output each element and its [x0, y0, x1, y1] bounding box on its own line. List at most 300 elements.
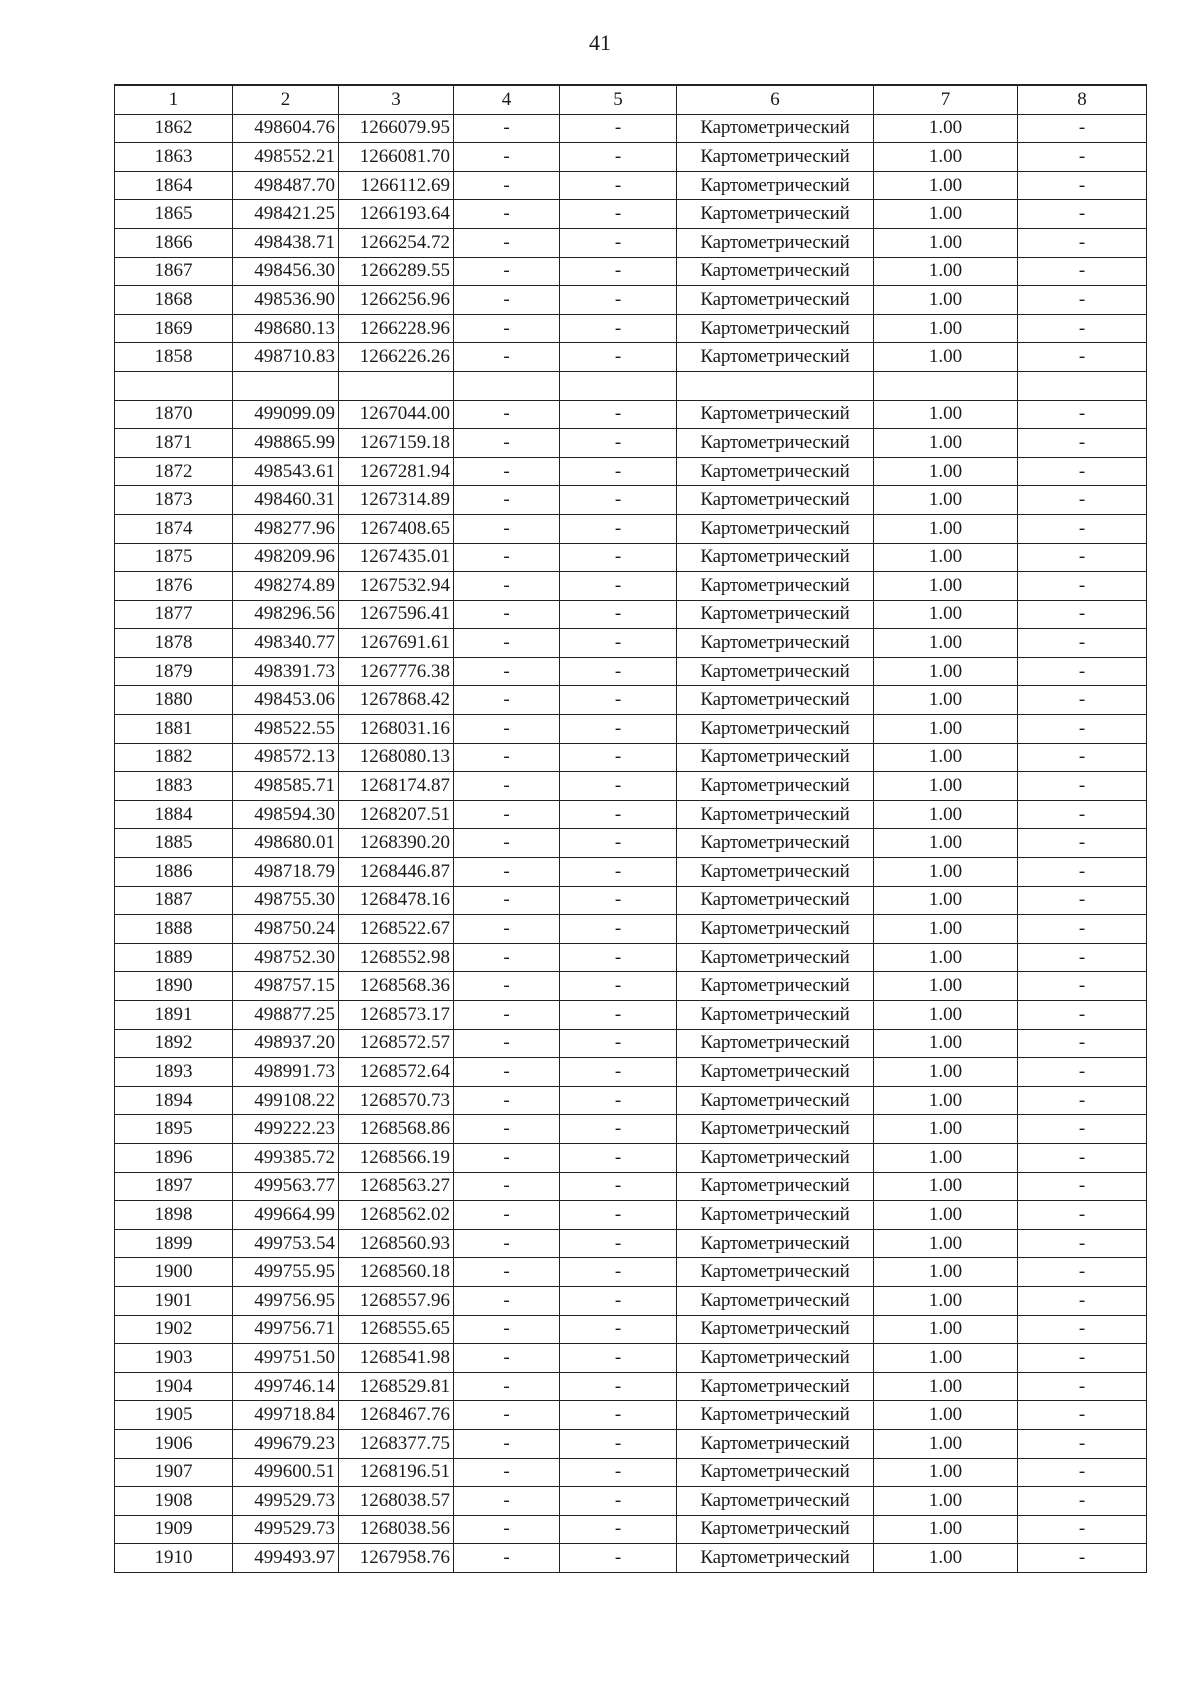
col4-cell: -	[454, 228, 560, 257]
y-coordinate-cell: 1267314.89	[339, 486, 454, 515]
accuracy-cell: 1.00	[874, 1058, 1018, 1087]
col4-cell: -	[454, 1372, 560, 1401]
accuracy-cell: 1.00	[874, 1315, 1018, 1344]
y-coordinate-cell: 1268552.98	[339, 943, 454, 972]
col4-cell: -	[454, 343, 560, 372]
method-cell	[677, 371, 874, 400]
col5-cell: -	[560, 1487, 677, 1516]
table-row	[115, 1401, 1147, 1430]
accuracy-cell: 1.00	[874, 514, 1018, 543]
y-coordinate-cell: 1267596.41	[339, 600, 454, 629]
accuracy-cell: 1.00	[874, 600, 1018, 629]
y-coordinate-cell: 1268566.19	[339, 1143, 454, 1172]
point-number-cell: 1866	[115, 228, 233, 257]
col4-cell: -	[454, 600, 560, 629]
y-coordinate-cell: 1268557.96	[339, 1286, 454, 1315]
col4-cell: -	[454, 715, 560, 744]
col4-cell: -	[454, 1344, 560, 1373]
y-coordinate-cell: 1266112.69	[339, 171, 454, 200]
method-cell: Картометрический	[677, 457, 874, 486]
col8-cell: -	[1018, 1058, 1147, 1087]
point-number-cell: 1873	[115, 486, 233, 515]
x-coordinate-cell: 498757.15	[233, 972, 339, 1001]
x-coordinate-cell: 498522.55	[233, 715, 339, 744]
col5-cell: -	[560, 1086, 677, 1115]
col5-cell: -	[560, 1029, 677, 1058]
col8-cell: -	[1018, 486, 1147, 515]
x-coordinate-cell: 498865.99	[233, 429, 339, 458]
col4-cell: -	[454, 915, 560, 944]
x-coordinate-cell: 498680.13	[233, 314, 339, 343]
column-header: 6	[677, 85, 874, 114]
col8-cell: -	[1018, 543, 1147, 572]
col8-cell: -	[1018, 600, 1147, 629]
x-coordinate-cell: 498438.71	[233, 228, 339, 257]
col5-cell: -	[560, 915, 677, 944]
x-coordinate-cell: 498604.76	[233, 114, 339, 143]
point-number-cell: 1872	[115, 457, 233, 486]
col4-cell: -	[454, 1086, 560, 1115]
point-number-cell: 1907	[115, 1458, 233, 1487]
table-row	[115, 1487, 1147, 1516]
accuracy-cell: 1.00	[874, 143, 1018, 172]
table-row	[115, 1458, 1147, 1487]
col8-cell: -	[1018, 1315, 1147, 1344]
table-row	[115, 686, 1147, 715]
y-coordinate-cell: 1266289.55	[339, 257, 454, 286]
table-row	[115, 1429, 1147, 1458]
y-coordinate-cell: 1268573.17	[339, 1001, 454, 1030]
col8-cell: -	[1018, 629, 1147, 658]
col5-cell: -	[560, 1143, 677, 1172]
method-cell: Картометрический	[677, 1115, 874, 1144]
col5-cell: -	[560, 200, 677, 229]
method-cell: Картометрический	[677, 1229, 874, 1258]
col4-cell: -	[454, 1001, 560, 1030]
x-coordinate-cell: 498296.56	[233, 600, 339, 629]
point-number-cell: 1864	[115, 171, 233, 200]
x-coordinate-cell: 498572.13	[233, 743, 339, 772]
accuracy-cell: 1.00	[874, 228, 1018, 257]
col5-cell: -	[560, 1229, 677, 1258]
table-row	[115, 1086, 1147, 1115]
accuracy-cell: 1.00	[874, 1515, 1018, 1544]
y-coordinate-cell: 1266226.26	[339, 343, 454, 372]
method-cell: Картометрический	[677, 400, 874, 429]
accuracy-cell: 1.00	[874, 1172, 1018, 1201]
method-cell: Картометрический	[677, 486, 874, 515]
table-row	[115, 286, 1147, 315]
col8-cell: -	[1018, 228, 1147, 257]
table-row	[115, 1315, 1147, 1344]
col5-cell: -	[560, 1515, 677, 1544]
col4-cell: -	[454, 657, 560, 686]
y-coordinate-cell: 1266254.72	[339, 228, 454, 257]
y-coordinate-cell: 1267691.61	[339, 629, 454, 658]
col8-cell: -	[1018, 772, 1147, 801]
y-coordinate-cell: 1268562.02	[339, 1201, 454, 1230]
col4-cell	[454, 371, 560, 400]
y-coordinate-cell: 1268560.18	[339, 1258, 454, 1287]
method-cell: Картометрический	[677, 314, 874, 343]
col8-cell: -	[1018, 1172, 1147, 1201]
point-number-cell: 1909	[115, 1515, 233, 1544]
y-coordinate-cell: 1267435.01	[339, 543, 454, 572]
accuracy-cell: 1.00	[874, 114, 1018, 143]
table-row	[115, 1344, 1147, 1373]
y-coordinate-cell: 1267532.94	[339, 572, 454, 601]
method-cell: Картометрический	[677, 743, 874, 772]
table-row	[115, 657, 1147, 686]
accuracy-cell: 1.00	[874, 743, 1018, 772]
col4-cell: -	[454, 886, 560, 915]
table-row	[115, 457, 1147, 486]
method-cell: Картометрический	[677, 657, 874, 686]
y-coordinate-cell: 1268207.51	[339, 800, 454, 829]
col8-cell: -	[1018, 114, 1147, 143]
col8-cell: -	[1018, 1229, 1147, 1258]
col5-cell: -	[560, 1058, 677, 1087]
method-cell: Картометрический	[677, 1201, 874, 1230]
accuracy-cell: 1.00	[874, 1372, 1018, 1401]
accuracy-cell: 1.00	[874, 1086, 1018, 1115]
method-cell: Картометрический	[677, 1058, 874, 1087]
x-coordinate-cell: 498340.77	[233, 629, 339, 658]
accuracy-cell: 1.00	[874, 629, 1018, 658]
table-row	[115, 915, 1147, 944]
point-number-cell: 1886	[115, 858, 233, 887]
method-cell: Картометрический	[677, 629, 874, 658]
accuracy-cell: 1.00	[874, 171, 1018, 200]
col4-cell: -	[454, 1029, 560, 1058]
col8-cell: -	[1018, 457, 1147, 486]
x-coordinate-cell: 498594.30	[233, 800, 339, 829]
x-coordinate-cell: 499529.73	[233, 1515, 339, 1544]
x-coordinate-cell: 499718.84	[233, 1401, 339, 1430]
col4-cell: -	[454, 1487, 560, 1516]
accuracy-cell: 1.00	[874, 1458, 1018, 1487]
column-header: 2	[233, 85, 339, 114]
x-coordinate-cell: 498752.30	[233, 943, 339, 972]
y-coordinate-cell: 1266256.96	[339, 286, 454, 315]
point-number-cell: 1905	[115, 1401, 233, 1430]
col5-cell: -	[560, 1344, 677, 1373]
y-coordinate-cell: 1267868.42	[339, 686, 454, 715]
table-row	[115, 1515, 1147, 1544]
col5-cell: -	[560, 543, 677, 572]
method-cell: Картометрический	[677, 1172, 874, 1201]
point-number-cell: 1891	[115, 1001, 233, 1030]
accuracy-cell: 1.00	[874, 1229, 1018, 1258]
table-row	[115, 314, 1147, 343]
table-row	[115, 1001, 1147, 1030]
accuracy-cell: 1.00	[874, 1286, 1018, 1315]
col8-cell: -	[1018, 686, 1147, 715]
col5-cell: -	[560, 1458, 677, 1487]
table-row	[115, 629, 1147, 658]
col8-cell: -	[1018, 858, 1147, 887]
point-number-cell: 1893	[115, 1058, 233, 1087]
accuracy-cell: 1.00	[874, 457, 1018, 486]
point-number-cell: 1877	[115, 600, 233, 629]
table-body	[115, 114, 1147, 1572]
y-coordinate-cell: 1268196.51	[339, 1458, 454, 1487]
col4-cell: -	[454, 772, 560, 801]
point-number-cell: 1906	[115, 1429, 233, 1458]
y-coordinate-cell: 1268572.64	[339, 1058, 454, 1087]
col5-cell: -	[560, 486, 677, 515]
accuracy-cell: 1.00	[874, 543, 1018, 572]
col5-cell: -	[560, 286, 677, 315]
col8-cell: -	[1018, 1115, 1147, 1144]
x-coordinate-cell: 499755.95	[233, 1258, 339, 1287]
col8-cell: -	[1018, 257, 1147, 286]
y-coordinate-cell: 1268570.73	[339, 1086, 454, 1115]
x-coordinate-cell: 499756.71	[233, 1315, 339, 1344]
point-number-cell: 1892	[115, 1029, 233, 1058]
x-coordinate-cell: 499756.95	[233, 1286, 339, 1315]
column-header: 7	[874, 85, 1018, 114]
col5-cell: -	[560, 1401, 677, 1430]
col8-cell: -	[1018, 286, 1147, 315]
table-row	[115, 171, 1147, 200]
method-cell: Картометрический	[677, 972, 874, 1001]
accuracy-cell: 1.00	[874, 400, 1018, 429]
method-cell: Картометрический	[677, 1458, 874, 1487]
point-number-cell: 1888	[115, 915, 233, 944]
table-row	[115, 886, 1147, 915]
method-cell: Картометрический	[677, 1401, 874, 1430]
method-cell: Картометрический	[677, 143, 874, 172]
table-row	[115, 800, 1147, 829]
col5-cell: -	[560, 943, 677, 972]
col5-cell: -	[560, 343, 677, 372]
method-cell: Картометрический	[677, 572, 874, 601]
y-coordinate-cell: 1268529.81	[339, 1372, 454, 1401]
col4-cell: -	[454, 1458, 560, 1487]
col4-cell: -	[454, 1229, 560, 1258]
y-coordinate-cell: 1267044.00	[339, 400, 454, 429]
y-coordinate-cell: 1268541.98	[339, 1344, 454, 1373]
point-number-cell: 1903	[115, 1344, 233, 1373]
point-number-cell: 1867	[115, 257, 233, 286]
x-coordinate-cell: 498680.01	[233, 829, 339, 858]
x-coordinate-cell: 499108.22	[233, 1086, 339, 1115]
method-cell: Картометрический	[677, 943, 874, 972]
col8-cell: -	[1018, 915, 1147, 944]
col8-cell: -	[1018, 143, 1147, 172]
col8-cell: -	[1018, 1258, 1147, 1287]
method-cell: Картометрический	[677, 1315, 874, 1344]
page-number: 41	[589, 30, 611, 55]
accuracy-cell: 1.00	[874, 429, 1018, 458]
point-number-cell: 1895	[115, 1115, 233, 1144]
y-coordinate-cell: 1268555.65	[339, 1315, 454, 1344]
y-coordinate-cell: 1268478.16	[339, 886, 454, 915]
point-number-cell: 1901	[115, 1286, 233, 1315]
point-number-cell: 1858	[115, 343, 233, 372]
method-cell: Картометрический	[677, 1086, 874, 1115]
accuracy-cell: 1.00	[874, 1029, 1018, 1058]
table-row	[115, 858, 1147, 887]
col8-cell: -	[1018, 943, 1147, 972]
col5-cell: -	[560, 1001, 677, 1030]
accuracy-cell: 1.00	[874, 1001, 1018, 1030]
table-row	[115, 1115, 1147, 1144]
x-coordinate-cell: 498718.79	[233, 858, 339, 887]
table-row	[115, 772, 1147, 801]
col5-cell: -	[560, 629, 677, 658]
x-coordinate-cell: 498487.70	[233, 171, 339, 200]
method-cell: Картометрический	[677, 429, 874, 458]
y-coordinate-cell: 1267408.65	[339, 514, 454, 543]
method-cell: Картометрический	[677, 1029, 874, 1058]
x-coordinate-cell: 498991.73	[233, 1058, 339, 1087]
col4-cell: -	[454, 1143, 560, 1172]
col4-cell: -	[454, 1401, 560, 1430]
method-cell: Картометрический	[677, 600, 874, 629]
col4-cell: -	[454, 200, 560, 229]
table-row	[115, 114, 1147, 143]
col8-cell: -	[1018, 1286, 1147, 1315]
col8-cell: -	[1018, 1458, 1147, 1487]
method-cell: Картометрический	[677, 257, 874, 286]
method-cell: Картометрический	[677, 286, 874, 315]
accuracy-cell: 1.00	[874, 1201, 1018, 1230]
col8-cell: -	[1018, 1487, 1147, 1516]
table-row	[115, 143, 1147, 172]
col8-cell: -	[1018, 1372, 1147, 1401]
col8-cell: -	[1018, 171, 1147, 200]
col4-cell: -	[454, 171, 560, 200]
x-coordinate-cell: 498543.61	[233, 457, 339, 486]
x-coordinate-cell: 498460.31	[233, 486, 339, 515]
col8-cell: -	[1018, 1086, 1147, 1115]
method-cell: Картометрический	[677, 829, 874, 858]
point-number-cell: 1883	[115, 772, 233, 801]
method-cell: Картометрический	[677, 1286, 874, 1315]
point-number-cell: 1863	[115, 143, 233, 172]
col4-cell: -	[454, 1515, 560, 1544]
col5-cell: -	[560, 1286, 677, 1315]
method-cell: Картометрический	[677, 800, 874, 829]
method-cell: Картометрический	[677, 1544, 874, 1573]
y-coordinate-cell: 1268572.57	[339, 1029, 454, 1058]
table-row	[115, 1372, 1147, 1401]
x-coordinate-cell: 499099.09	[233, 400, 339, 429]
y-coordinate-cell: 1268377.75	[339, 1429, 454, 1458]
point-number-cell: 1887	[115, 886, 233, 915]
method-cell: Картометрический	[677, 686, 874, 715]
table-row	[115, 228, 1147, 257]
table-row	[115, 1544, 1147, 1573]
method-cell: Картометрический	[677, 1001, 874, 1030]
accuracy-cell: 1.00	[874, 314, 1018, 343]
method-cell: Картометрический	[677, 772, 874, 801]
accuracy-cell: 1.00	[874, 1115, 1018, 1144]
table-row	[115, 371, 1147, 400]
x-coordinate-cell: 498456.30	[233, 257, 339, 286]
col5-cell: -	[560, 1315, 677, 1344]
col8-cell: -	[1018, 657, 1147, 686]
col8-cell: -	[1018, 1029, 1147, 1058]
y-coordinate-cell: 1268560.93	[339, 1229, 454, 1258]
method-cell: Картометрический	[677, 543, 874, 572]
x-coordinate-cell: 499746.14	[233, 1372, 339, 1401]
x-coordinate-cell: 499600.51	[233, 1458, 339, 1487]
table-row	[115, 1029, 1147, 1058]
x-coordinate-cell: 498274.89	[233, 572, 339, 601]
col5-cell: -	[560, 743, 677, 772]
col4-cell: -	[454, 629, 560, 658]
col5-cell: -	[560, 1172, 677, 1201]
method-cell: Картометрический	[677, 1515, 874, 1544]
method-cell: Картометрический	[677, 1344, 874, 1373]
table-row	[115, 1229, 1147, 1258]
point-number-cell: 1885	[115, 829, 233, 858]
table-row	[115, 715, 1147, 744]
y-coordinate-cell: 1267281.94	[339, 457, 454, 486]
table-row	[115, 543, 1147, 572]
accuracy-cell: 1.00	[874, 257, 1018, 286]
y-coordinate-cell	[339, 371, 454, 400]
y-coordinate-cell: 1268038.57	[339, 1487, 454, 1516]
col5-cell: -	[560, 858, 677, 887]
col4-cell: -	[454, 800, 560, 829]
col4-cell: -	[454, 514, 560, 543]
col8-cell	[1018, 371, 1147, 400]
col4-cell: -	[454, 1172, 560, 1201]
point-number-cell: 1896	[115, 1143, 233, 1172]
x-coordinate-cell: 498536.90	[233, 286, 339, 315]
accuracy-cell: 1.00	[874, 1344, 1018, 1373]
method-cell: Картометрический	[677, 1429, 874, 1458]
table-row	[115, 1201, 1147, 1230]
col5-cell: -	[560, 1115, 677, 1144]
col5-cell: -	[560, 1544, 677, 1573]
col8-cell: -	[1018, 743, 1147, 772]
col5-cell: -	[560, 829, 677, 858]
x-coordinate-cell: 499222.23	[233, 1115, 339, 1144]
col4-cell: -	[454, 143, 560, 172]
x-coordinate-cell: 498710.83	[233, 343, 339, 372]
column-header: 8	[1018, 85, 1147, 114]
x-coordinate-cell: 498391.73	[233, 657, 339, 686]
col4-cell: -	[454, 457, 560, 486]
x-coordinate-cell: 498209.96	[233, 543, 339, 572]
accuracy-cell: 1.00	[874, 1258, 1018, 1287]
point-number-cell: 1902	[115, 1315, 233, 1344]
col5-cell: -	[560, 1429, 677, 1458]
col4-cell: -	[454, 257, 560, 286]
col8-cell: -	[1018, 314, 1147, 343]
point-number-cell: 1889	[115, 943, 233, 972]
col4-cell: -	[454, 1315, 560, 1344]
col4-cell: -	[454, 1058, 560, 1087]
accuracy-cell: 1.00	[874, 915, 1018, 944]
col8-cell: -	[1018, 1401, 1147, 1430]
point-number-cell: 1880	[115, 686, 233, 715]
x-coordinate-cell: 499385.72	[233, 1143, 339, 1172]
table-row	[115, 486, 1147, 515]
col5-cell: -	[560, 772, 677, 801]
y-coordinate-cell: 1268568.36	[339, 972, 454, 1001]
col4-cell: -	[454, 1544, 560, 1573]
y-coordinate-cell: 1268174.87	[339, 772, 454, 801]
table-row	[115, 829, 1147, 858]
col4-cell: -	[454, 858, 560, 887]
x-coordinate-cell: 498750.24	[233, 915, 339, 944]
